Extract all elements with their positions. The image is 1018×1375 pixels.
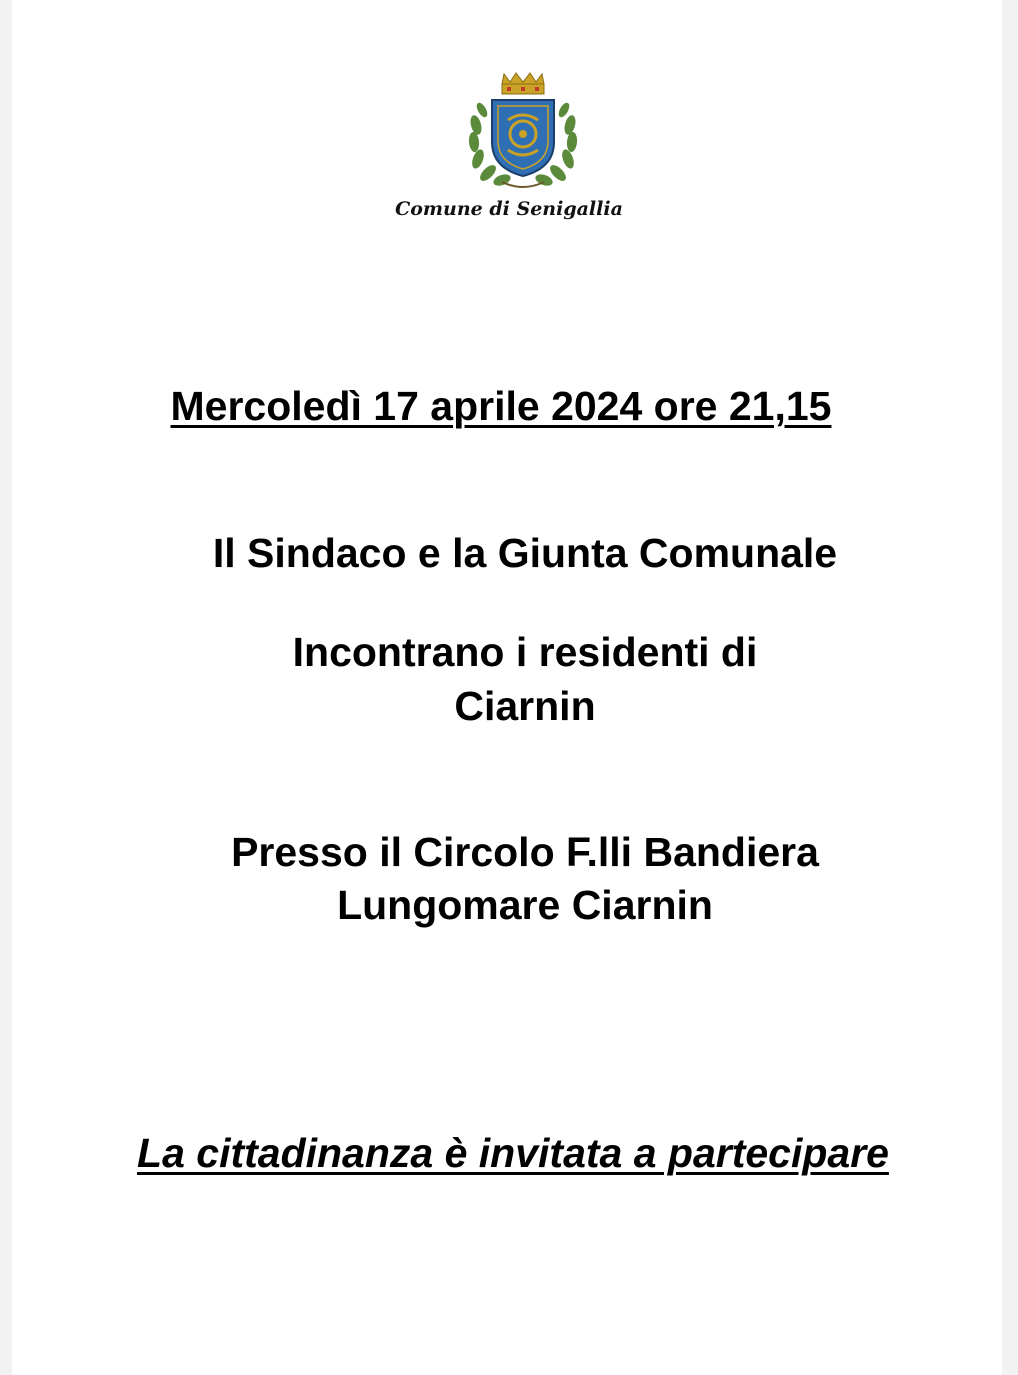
meeting-description: Incontrano i residenti di [292,629,758,675]
meeting-location-name: Ciarnin [454,683,596,729]
venue-address: Lungomare Ciarnin [337,882,713,928]
institution-name: Comune di Senigallia [395,198,623,220]
event-date-time: Mercoledì 17 aprile 2024 ore 21,15 [170,383,832,429]
venue-name: Presso il Circolo F.lli Bandiera [231,829,819,875]
coat-of-arms-icon [462,70,584,192]
invitation-text: La cittadinanza è invitata a partecipare [137,1130,889,1176]
event-hosts: Il Sindaco e la Giunta Comunale [212,530,838,576]
